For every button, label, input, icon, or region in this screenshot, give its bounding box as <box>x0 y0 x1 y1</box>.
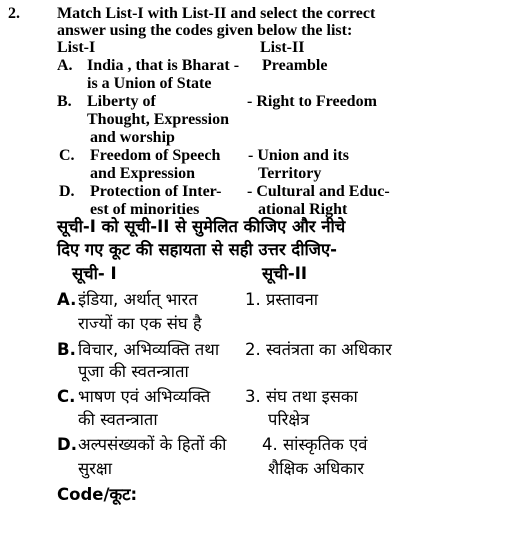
item-b-list1-en-line-2: Thought, Expression <box>87 111 229 128</box>
item-c-list2-en-line-2: Territory <box>258 165 322 182</box>
item-b-label-hi: B. <box>57 340 76 359</box>
item-b-list2-en: - Right to Freedom <box>247 93 377 110</box>
list1-header-en: List-I <box>57 39 96 56</box>
item-b-list1-en-line-1: Liberty of <box>87 93 156 110</box>
item-d-label-hi: D. <box>57 435 77 454</box>
item-c-list2-hi-line-2: परिक्षेत्र <box>268 410 310 429</box>
item-c-list2-hi-line-1: 3. संघ तथा इसका <box>245 387 358 406</box>
item-c-label-en: C. <box>59 147 75 164</box>
question-intro-hi-line-1: सूची-I को सूची-II से सुमेलित कीजिए और नीचे <box>57 217 346 236</box>
item-a-list2-hi: 1. प्रस्तावना <box>245 290 319 309</box>
item-d-label-en: D. <box>59 183 75 200</box>
item-d-list2-hi-line-1: 4. सांस्कृतिक एवं <box>262 435 368 454</box>
item-b-list1-hi-line-1: विचार, अभिव्यक्ति तथा <box>78 340 220 359</box>
item-a-list1-hi-line-1: इंडिया, अर्थात् भारत <box>78 290 198 309</box>
question-number: 2. <box>8 5 20 22</box>
list2-header-en: List-II <box>260 39 305 56</box>
list2-header-hi: सूची-II <box>262 264 308 283</box>
item-c-list1-en-line-2: and Expression <box>90 165 196 182</box>
item-c-list1-hi-line-2: की स्वतन्त्राता <box>78 410 158 429</box>
question-intro-en-line-2: answer using the codes given below the list: <box>57 22 353 39</box>
item-a-list1-en-line-2: is a Union of State <box>87 75 212 92</box>
list1-header-hi: सूची- I <box>72 264 117 283</box>
item-a-list2-en: Preamble <box>262 57 328 74</box>
item-d-list2-en-line-2: ational Right <box>258 201 348 218</box>
item-d-list2-en-line-1: - Cultural and Educ- <box>247 183 390 200</box>
item-b-label-en: B. <box>57 93 72 110</box>
item-a-label-hi: A. <box>57 290 77 309</box>
item-b-list1-en-line-3: and worship <box>90 129 175 146</box>
item-d-list1-en-line-2: est of minorities <box>90 201 200 218</box>
question-intro-en-line-1: Match List-I with List-II and select the correct <box>57 5 376 22</box>
item-b-list2-hi: 2. स्वतंत्रता का अधिकार <box>245 340 392 359</box>
item-c-list1-hi-line-1: भाषण एवं अभिव्यक्ति <box>78 387 211 406</box>
item-a-label-en: A. <box>57 57 73 74</box>
item-a-list1-en-line-1: India , that is Bharat - <box>87 57 240 74</box>
item-c-list2-en-line-1: - Union and its <box>248 147 349 164</box>
item-c-list1-en-line-1: Freedom of Speech <box>90 147 221 164</box>
item-d-list1-en-line-1: Protection of Inter- <box>90 183 222 200</box>
item-d-list1-hi-line-2: सुरक्षा <box>78 459 113 478</box>
code-label: Code/कूट: <box>57 485 138 504</box>
item-d-list1-hi-line-1: अल्पसंख्यकों के हितों की <box>78 435 227 454</box>
item-a-list1-hi-line-2: राज्यों का एक संघ है <box>78 314 202 333</box>
item-b-list1-hi-line-2: पूजा की स्वतन्त्राता <box>78 362 189 381</box>
item-c-label-hi: C. <box>57 387 76 406</box>
question-intro-hi-line-2: दिए गए कूट की सहायता से सही उत्तर दीजिए- <box>57 240 337 259</box>
item-d-list2-hi-line-2: शैक्षिक अधिकार <box>268 459 364 478</box>
